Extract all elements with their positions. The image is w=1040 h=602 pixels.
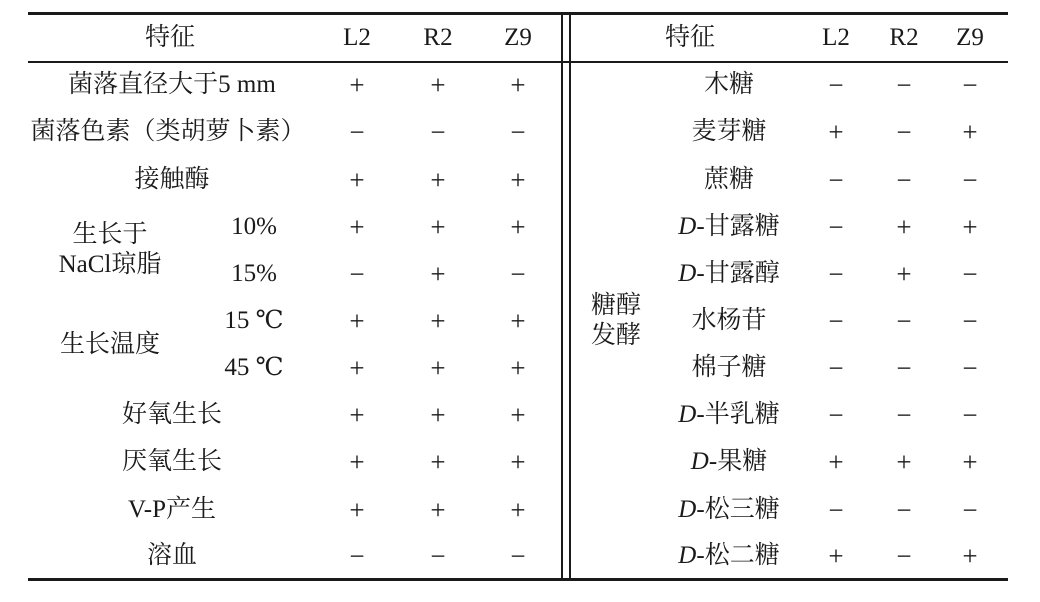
left-row-label: 接触酶 bbox=[134, 166, 210, 193]
right-row-label: D-甘露糖 bbox=[678, 213, 780, 240]
value-r2: − bbox=[896, 353, 912, 383]
right-row-label: D-松三糖 bbox=[678, 496, 780, 523]
left-header-z9: Z9 bbox=[504, 24, 532, 51]
left-row-sublabel: 15% bbox=[231, 260, 277, 287]
value-r2: + bbox=[896, 447, 912, 477]
value-l2: + bbox=[349, 212, 365, 242]
right-row-label: 棉子糖 bbox=[691, 354, 767, 381]
left-group-label-temperature: 生长温度 bbox=[59, 331, 161, 358]
value-l2: + bbox=[349, 165, 365, 195]
value-r2: + bbox=[896, 212, 912, 242]
right-row-label: D-半乳糖 bbox=[678, 401, 780, 428]
value-r2: + bbox=[430, 400, 446, 430]
value-z9: − bbox=[510, 117, 526, 147]
value-l2: − bbox=[828, 306, 844, 336]
value-l2: + bbox=[349, 353, 365, 383]
value-r2: + bbox=[896, 259, 912, 289]
value-l2: + bbox=[828, 447, 844, 477]
right-row-label: 麦芽糖 bbox=[691, 118, 767, 145]
left-row-label: V-P产生 bbox=[128, 496, 216, 523]
value-z9: − bbox=[962, 400, 978, 430]
right-row-label: D-果糖 bbox=[690, 448, 768, 475]
value-z9: − bbox=[962, 165, 978, 195]
left-row-label: 好氧生长 bbox=[121, 401, 223, 428]
value-r2: − bbox=[896, 70, 912, 100]
right-header-feature: 特征 bbox=[664, 24, 716, 51]
left-row-label: 溶血 bbox=[146, 542, 198, 569]
right-row-label: 蔗糖 bbox=[703, 166, 755, 193]
right-header-z9: Z9 bbox=[956, 24, 984, 51]
value-z9: − bbox=[962, 306, 978, 336]
value-z9: + bbox=[510, 212, 526, 242]
left-row-sublabel: 15 ℃ bbox=[224, 307, 284, 334]
value-z9: + bbox=[962, 117, 978, 147]
value-z9: + bbox=[962, 212, 978, 242]
value-r2: − bbox=[896, 495, 912, 525]
value-l2: − bbox=[828, 212, 844, 242]
left-row-label: 菌落直径大于5 mm bbox=[68, 71, 276, 98]
left-header-r2: R2 bbox=[423, 24, 453, 51]
value-z9: + bbox=[510, 495, 526, 525]
value-r2: − bbox=[896, 117, 912, 147]
value-z9: + bbox=[510, 353, 526, 383]
value-z9: + bbox=[962, 541, 978, 571]
value-l2: − bbox=[828, 495, 844, 525]
value-z9: + bbox=[510, 447, 526, 477]
value-l2: − bbox=[828, 70, 844, 100]
value-l2: − bbox=[828, 165, 844, 195]
value-r2: + bbox=[430, 353, 446, 383]
value-l2: − bbox=[828, 259, 844, 289]
left-row-label: 厌氧生长 bbox=[121, 448, 223, 475]
right-header-r2: R2 bbox=[889, 24, 919, 51]
header-rule bbox=[28, 61, 1008, 63]
value-r2: − bbox=[896, 165, 912, 195]
value-z9: + bbox=[510, 306, 526, 336]
value-l2: + bbox=[828, 117, 844, 147]
right-group-label-fermentation: 糖醇 发酵 bbox=[590, 292, 642, 349]
value-r2: − bbox=[896, 306, 912, 336]
value-r2: + bbox=[430, 259, 446, 289]
value-r2: − bbox=[896, 400, 912, 430]
value-z9: − bbox=[962, 495, 978, 525]
right-row-label: 水杨苷 bbox=[691, 307, 767, 334]
value-r2: − bbox=[896, 541, 912, 571]
value-r2: + bbox=[430, 212, 446, 242]
value-r2: + bbox=[430, 447, 446, 477]
center-divider-right bbox=[569, 12, 571, 580]
value-l2: + bbox=[349, 495, 365, 525]
value-r2: − bbox=[430, 541, 446, 571]
value-z9: − bbox=[510, 259, 526, 289]
value-r2: + bbox=[430, 306, 446, 336]
value-z9: + bbox=[510, 70, 526, 100]
value-r2: − bbox=[430, 117, 446, 147]
value-l2: − bbox=[828, 353, 844, 383]
value-z9: − bbox=[962, 353, 978, 383]
value-r2: + bbox=[430, 495, 446, 525]
value-r2: + bbox=[430, 70, 446, 100]
top-rule bbox=[28, 12, 1008, 15]
value-l2: − bbox=[828, 400, 844, 430]
value-l2: − bbox=[349, 541, 365, 571]
value-l2: + bbox=[828, 541, 844, 571]
value-l2: + bbox=[349, 400, 365, 430]
left-group-label-nacl: 生长于 NaCl琼脂 bbox=[58, 221, 162, 278]
value-l2: + bbox=[349, 306, 365, 336]
left-header-feature: 特征 bbox=[144, 24, 196, 51]
left-row-sublabel: 10% bbox=[231, 213, 277, 240]
value-l2: − bbox=[349, 117, 365, 147]
left-header-l2: L2 bbox=[343, 24, 371, 51]
right-header-l2: L2 bbox=[822, 24, 850, 51]
value-z9: − bbox=[510, 541, 526, 571]
value-z9: + bbox=[510, 165, 526, 195]
right-row-label: 木糖 bbox=[703, 71, 755, 98]
value-r2: + bbox=[430, 165, 446, 195]
center-divider-left bbox=[561, 12, 563, 580]
value-z9: + bbox=[962, 447, 978, 477]
bottom-rule bbox=[28, 578, 1008, 581]
value-z9: − bbox=[962, 70, 978, 100]
left-row-label: 菌落色素（类胡萝卜素） bbox=[30, 118, 306, 145]
left-row-sublabel: 45 ℃ bbox=[224, 354, 284, 381]
right-row-label: D-甘露醇 bbox=[678, 260, 780, 287]
value-l2: + bbox=[349, 447, 365, 477]
value-z9: − bbox=[962, 259, 978, 289]
right-row-label: D-松二糖 bbox=[678, 542, 780, 569]
value-l2: + bbox=[349, 70, 365, 100]
value-l2: − bbox=[349, 259, 365, 289]
value-z9: + bbox=[510, 400, 526, 430]
